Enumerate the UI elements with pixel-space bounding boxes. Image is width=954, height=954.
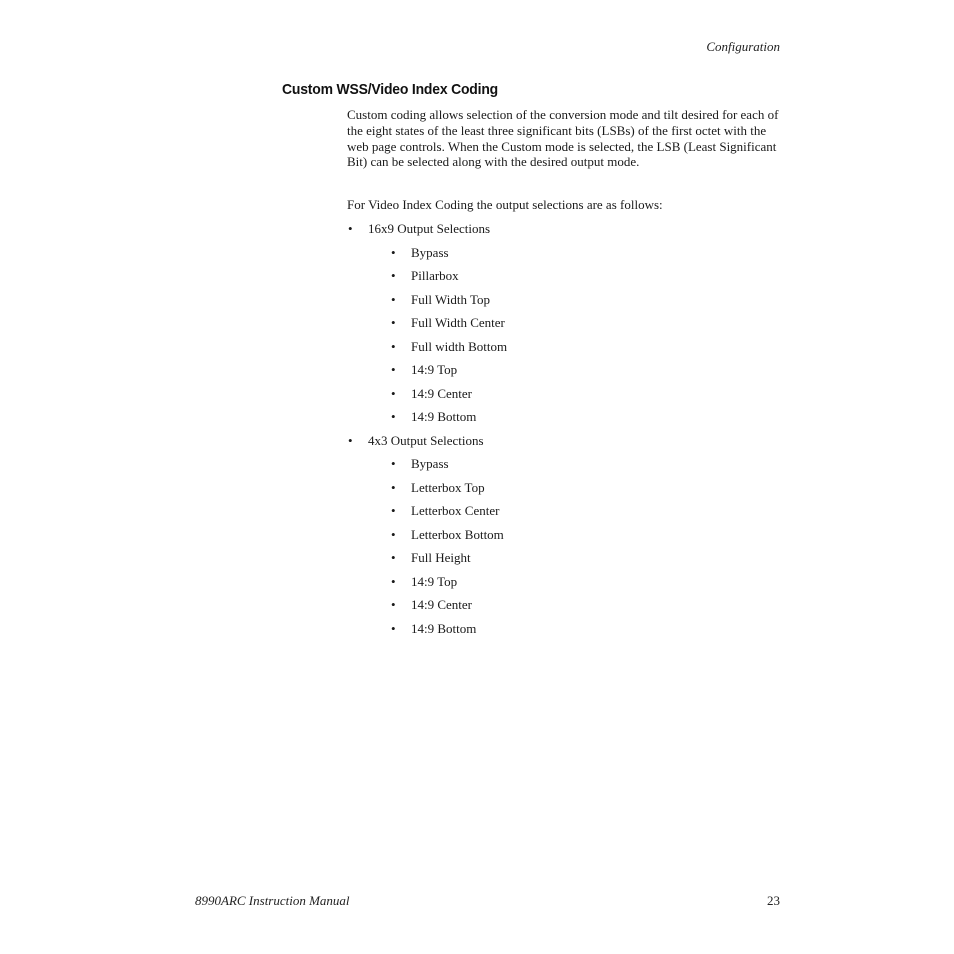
bullet-icon: •: [391, 244, 396, 260]
sub-list-item-label: Full width Bottom: [411, 338, 508, 354]
sub-list-item-label: Letterbox Bottom: [411, 526, 504, 542]
list-item-4x3: [347, 433, 777, 637]
list-item-label: 16x9 Output Selections: [368, 221, 491, 236]
sub-list-item: [390, 480, 777, 496]
sub-list-item: [390, 292, 777, 308]
bullet-icon: •: [391, 268, 396, 283]
bullet-icon: •: [391, 315, 396, 330]
bullet-icon: •: [391, 338, 396, 354]
intro-paragraph: Custom coding allows selection of the conversion mode and tilt desired for each of the eight states of the least three significant bits (LSBs) of the first octet with the web page controls. When the Custom mode is selected, the LSB (Least Significant Bit) can be selected along with the desired output mode.: [347, 107, 779, 170]
section-heading: Custom WSS/Video Index Coding: [282, 81, 499, 98]
sub-list-item: [390, 409, 777, 425]
sub-list-item: [390, 268, 777, 284]
sub-list-item: [390, 386, 777, 402]
bullet-icon: •: [348, 221, 353, 236]
footer-manual-title: 8990ARC Instruction Manual: [195, 893, 350, 908]
sub-list-4x3: [368, 456, 777, 636]
sub-list-item: [390, 550, 777, 566]
running-header-section: Configuration: [706, 39, 780, 54]
lead-paragraph: For Video Index Coding the output selections are as follows:: [347, 197, 663, 212]
bullet-icon: •: [391, 479, 396, 495]
bullet-icon: •: [348, 432, 353, 448]
sub-list-item: [390, 456, 777, 472]
footer-page-number: 23: [767, 893, 780, 908]
output-selections-list: [347, 221, 777, 636]
sub-list-item-label: 14:9 Center: [411, 597, 473, 612]
sub-list-item: [390, 527, 777, 543]
sub-list-item-label: Full Height: [411, 550, 471, 565]
sub-list-item-label: 14:9 Bottom: [411, 620, 477, 636]
sub-list-item-label: Bypass: [411, 244, 449, 260]
sub-list-item-label: 14:9 Bottom: [411, 409, 477, 424]
list-item-label: 4x3 Output Selections: [368, 432, 484, 448]
sub-list-16x9: [368, 245, 777, 425]
bullet-icon: •: [391, 597, 396, 612]
sub-list-item: [390, 245, 777, 261]
list-item-16x9: [347, 221, 777, 425]
bullet-icon: •: [391, 409, 396, 424]
bullet-icon: •: [391, 456, 396, 471]
sub-list-item: [390, 621, 777, 637]
sub-list-item: [390, 574, 777, 590]
sub-list-item: [390, 315, 777, 331]
bullet-icon: •: [391, 550, 396, 565]
sub-list-item: [390, 339, 777, 355]
bullet-icon: •: [391, 362, 396, 377]
sub-list-item-label: Bypass: [411, 456, 449, 471]
sub-list-item: [390, 503, 777, 519]
bullet-icon: •: [391, 291, 396, 307]
sub-list-item-label: Full Width Center: [411, 315, 505, 330]
sub-list-item-label: Letterbox Center: [411, 503, 500, 518]
bullet-icon: •: [391, 385, 396, 401]
sub-list-item-label: 14:9 Center: [411, 385, 473, 401]
bullet-icon: •: [391, 503, 396, 518]
sub-list-item-label: Pillarbox: [411, 268, 459, 283]
sub-list-item-label: Letterbox Top: [411, 479, 485, 495]
sub-list-item-label: Full Width Top: [411, 291, 490, 307]
sub-list-item-label: 14:9 Top: [411, 573, 458, 589]
sub-list-item: [390, 362, 777, 378]
bullet-icon: •: [391, 526, 396, 542]
sub-list-item-label: 14:9 Top: [411, 362, 458, 377]
bullet-icon: •: [391, 573, 396, 589]
sub-list-item: [390, 597, 777, 613]
bullet-icon: •: [391, 620, 396, 636]
